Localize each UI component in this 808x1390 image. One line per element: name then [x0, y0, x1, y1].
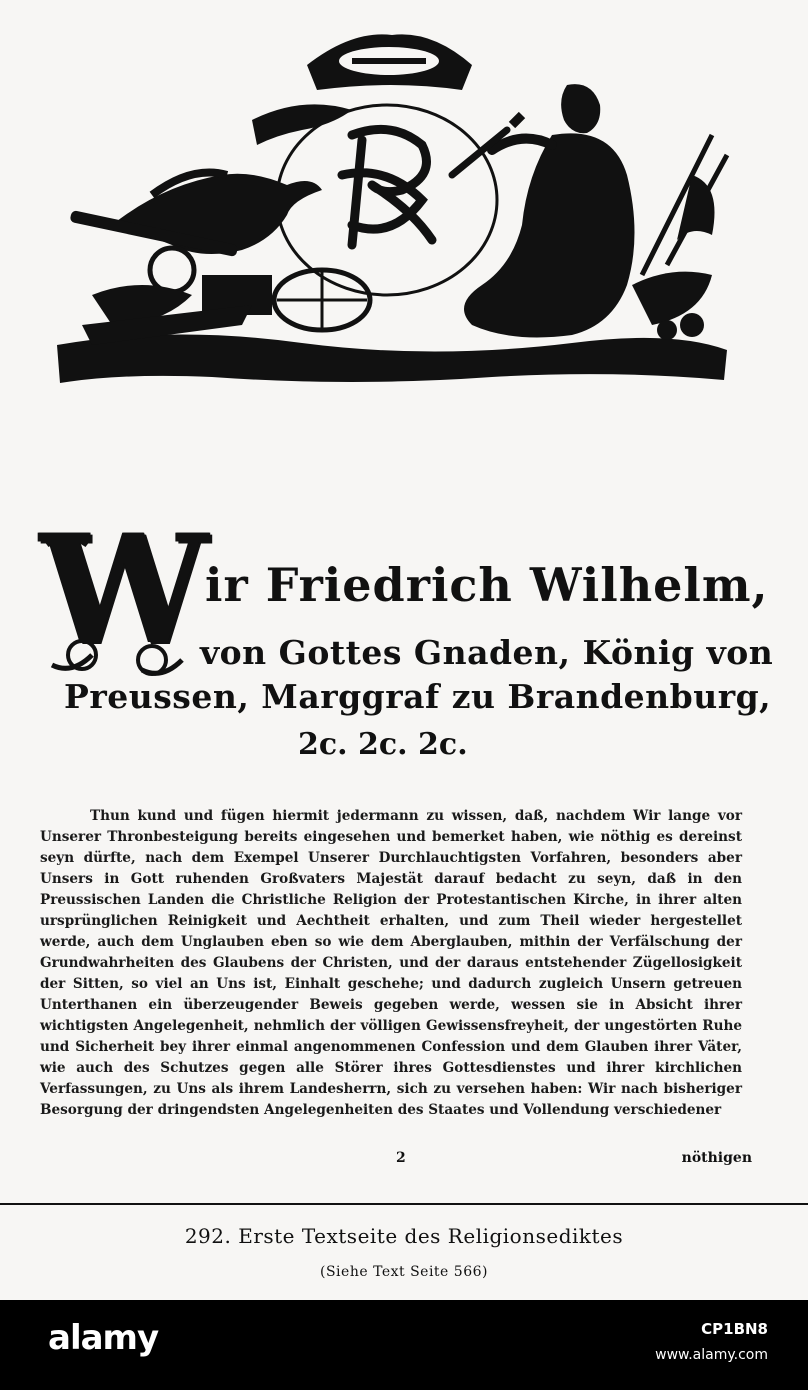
decorated-initial-w: W	[40, 502, 209, 678]
printer-signature-mark: 2	[396, 1150, 406, 1166]
figure-caption-reference: (Siehe Text Seite 566)	[320, 1264, 488, 1280]
headline-line-1: ir Friedrich Wilhelm,	[205, 558, 769, 612]
watermark-url: www.alamy.com	[655, 1347, 768, 1363]
caption-divider	[0, 1203, 808, 1205]
allegorical-vignette-illustration	[52, 25, 732, 395]
headline-line-4: 2c. 2c. 2c.	[298, 727, 468, 762]
watermark-image-id: CP1BN8	[701, 1320, 768, 1338]
headline-line-2: von Gottes Gnaden, König von	[200, 633, 774, 672]
edict-body-text: Thun kund und fügen hiermit jedermann zu wissen, daß, nachdem Wir lange vor Unserer Thronbesteigung bereits eingesehen und bemerket haben, wie nöthig es dereinst seyn dürfte, nach dem Exempel Unserer Durchlauchtigsten Vorfahren, besonders aber Unsers in Gott ruhenden Großvaters Majestät darauf bedacht zu seyn, daß in den Preussischen Landen die Christliche Religion der Protestantischen Kirche, in ihrer alten ursprünglichen Reinigkeit und Aechtheit erhalten, und zum Theil wieder hergestellet werde, auch dem Unglauben eben so wie dem Aberglauben, mithin der Verfälschung der Grundwahrheiten des Glaubens der Christen, und der daraus entstehender Zügellosigkeit der Sitten, so viel an Uns ist, Einhalt geschehe; und dadurch zugleich Unsern getreuen Unterthanen ein überzeugender Beweis gegeben werde, wessen sie in Absicht ihrer wichtigsten Angelegenheit, nehmlich der völligen Gewissensfreyheit, der ungestörten Ruhe und Sicherheit bey ihrer einmal angenommenen Confession und dem Glauben ihrer Väter, wie auch des Schutzes gegen alle Störer ihres Gottesdienstes und ihrer kirchlichen Verfassungen, zu Uns als ihrem Landesherrn, sich zu versehen haben: Wir nach bisheriger Besorgung der dringendsten Angelegenheiten des Staates und Vollendung verschiedener	[40, 808, 742, 1118]
headline-line-3: Preussen, Marggraf zu Brandenburg,	[64, 677, 772, 716]
watermark-logo: alamy	[48, 1318, 159, 1358]
catchword: nöthigen	[681, 1150, 752, 1166]
edict-headline	[40, 502, 774, 765]
figure-caption: 292. Erste Textseite des Religionsediktes	[184, 1224, 624, 1248]
